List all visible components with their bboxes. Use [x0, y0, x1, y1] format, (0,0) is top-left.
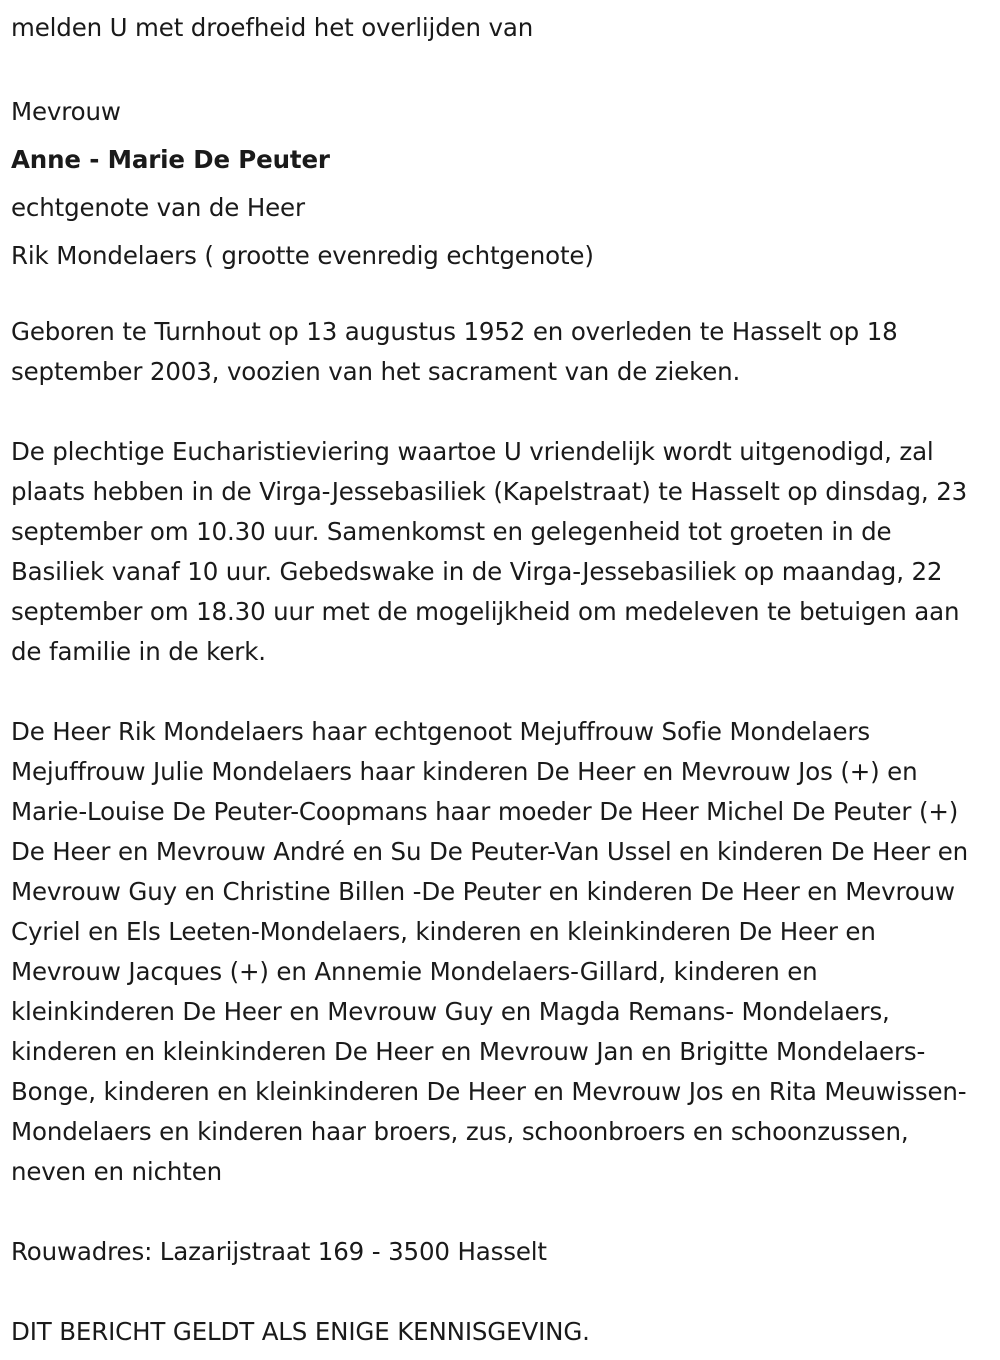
notice-line: DIT BERICHT GELDT ALS ENIGE KENNISGEVING. — [11, 1317, 590, 1346]
address-line: Rouwadres: Lazarijstraat 169 - 3500 Hasselt — [11, 1237, 547, 1266]
spacer — [11, 48, 1000, 88]
spouse-intro: echtgenote van de Heer — [11, 193, 305, 222]
spacer — [11, 1272, 1000, 1312]
deceased-name: Anne - Marie De Peuter — [11, 145, 330, 174]
spacer — [11, 672, 1000, 712]
spouse-name: Rik Mondelaers ( grootte evenredig echtgenote) — [11, 241, 594, 270]
ceremony-paragraph: De plechtige Eucharistieviering waartoe U vriendelijk wordt uitgenodigd, zal plaats hebben in de Virga-Jessebasiliek (Kapelstraat) te Hasselt op dinsdag, 23 september om 10.30 uur. Samenkomst en gelegenheid tot groeten in de Basiliek vanaf 10 uur. Gebedswake in de Virga-Jessebasiliek op maandag, 22 september om 18.30 uur met de mogelijkheid om medeleven te betuigen aan de familie in de kerk. — [11, 437, 968, 666]
spacer — [11, 280, 1000, 312]
intro-text: melden U met droefheid het overlijden van — [11, 13, 534, 42]
spacer — [11, 1192, 1000, 1232]
spacer — [11, 392, 1000, 432]
title-text: Mevrouw — [11, 97, 121, 126]
family-paragraph: De Heer Rik Mondelaers haar echtgenoot Mejuffrouw Sofie Mondelaers Mejuffrouw Julie Mondelaers haar kinderen De Heer en Mevrouw Jos (+) en Marie-Louise De Peuter-Coopmans haar moeder De Heer Michel De Peuter (+) De Heer en Mevrouw André en Su De Peuter-Van Ussel en kinderen De Heer en Mevrouw Guy en Christine Billen -De Peuter en kinderen De Heer en Mevrouw Cyriel en Els Leeten-Mondelaers, kinderen en kleinkinderen De Heer en Mevrouw Jacques (+) en Annemie Mondelaers-Gillard, kinderen en kleinkinderen De Heer en Mevrouw Guy en Magda Remans- Mondelaers, kinderen en kleinkinderen De Heer en Mevrouw Jan en Brigitte Mondelaers-Bonge, kinderen en kleinkinderen De Heer en Mevrouw Jos en Rita Meuwissen-Mondelaers en kinderen haar broers, zus, schoonbroers en schoonzussen, neven en nichten — [11, 717, 969, 1186]
birth-death-paragraph: Geboren te Turnhout op 13 augustus 1952 en overleden te Hasselt op 18 september 2003, voozien van het sacrament van de zieken. — [11, 317, 898, 386]
